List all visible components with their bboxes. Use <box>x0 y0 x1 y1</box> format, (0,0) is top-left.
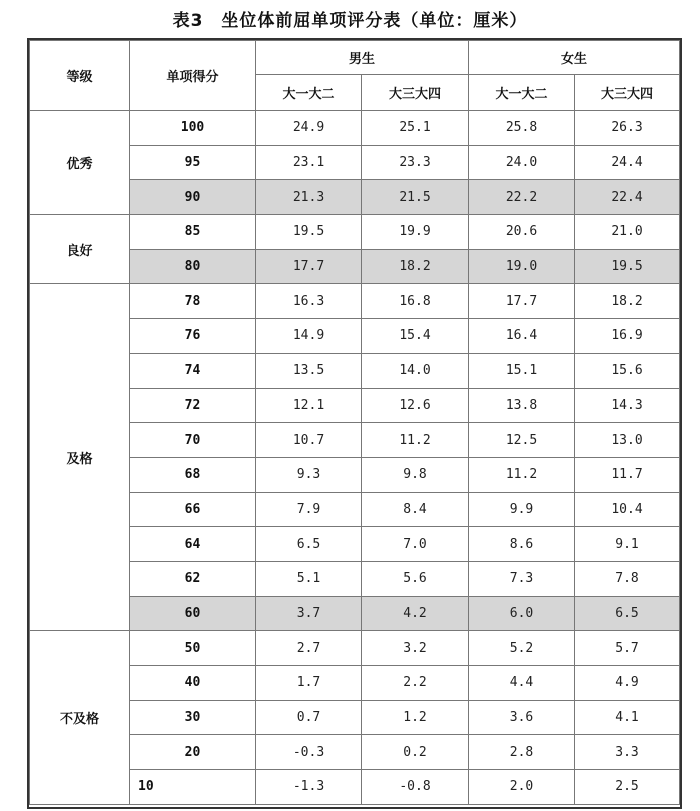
header-male: 男生 <box>256 41 469 75</box>
value-cell: 3.2 <box>362 631 469 666</box>
score-cell: 10 <box>130 770 256 805</box>
score-cell: 85 <box>130 215 256 250</box>
value-cell: 12.1 <box>256 388 362 423</box>
value-cell: 23.3 <box>362 145 469 180</box>
value-cell: 14.3 <box>575 388 680 423</box>
value-cell: 13.0 <box>575 423 680 458</box>
grade-label: 不及格 <box>30 631 130 804</box>
value-cell: 24.9 <box>256 111 362 146</box>
value-cell: 13.8 <box>469 388 575 423</box>
value-cell: 5.7 <box>575 631 680 666</box>
value-cell: 18.2 <box>575 284 680 319</box>
value-cell: 2.7 <box>256 631 362 666</box>
score-cell: 50 <box>130 631 256 666</box>
value-cell: 5.1 <box>256 561 362 596</box>
header-score: 单项得分 <box>130 41 256 111</box>
value-cell: 8.4 <box>362 492 469 527</box>
value-cell: -0.3 <box>256 735 362 770</box>
value-cell: 5.6 <box>362 561 469 596</box>
score-cell: 70 <box>130 423 256 458</box>
value-cell: 24.4 <box>575 145 680 180</box>
value-cell: 6.0 <box>469 596 575 631</box>
value-cell: 7.8 <box>575 561 680 596</box>
value-cell: 16.4 <box>469 319 575 354</box>
value-cell: 25.8 <box>469 111 575 146</box>
value-cell: 20.6 <box>469 215 575 250</box>
value-cell: 25.1 <box>362 111 469 146</box>
value-cell: 24.0 <box>469 145 575 180</box>
value-cell: 15.4 <box>362 319 469 354</box>
table-title: 表3 坐位体前屈单项评分表（单位：厘米） <box>172 11 528 31</box>
header-grade: 等级 <box>30 41 130 111</box>
value-cell: 4.9 <box>575 666 680 701</box>
header-female: 女生 <box>469 41 680 75</box>
score-cell: 20 <box>130 735 256 770</box>
value-cell: 9.1 <box>575 527 680 562</box>
value-cell: 8.6 <box>469 527 575 562</box>
score-cell: 74 <box>130 353 256 388</box>
value-cell: 16.8 <box>362 284 469 319</box>
value-cell: 26.3 <box>575 111 680 146</box>
value-cell: 22.4 <box>575 180 680 215</box>
value-cell: 21.3 <box>256 180 362 215</box>
value-cell: 14.9 <box>256 319 362 354</box>
value-cell: 3.7 <box>256 596 362 631</box>
value-cell: 11.2 <box>469 457 575 492</box>
value-cell: -0.8 <box>362 770 469 805</box>
value-cell: -1.3 <box>256 770 362 805</box>
value-cell: 19.0 <box>469 249 575 284</box>
value-cell: 19.9 <box>362 215 469 250</box>
score-cell: 40 <box>130 666 256 701</box>
score-table <box>29 40 680 805</box>
value-cell: 22.2 <box>469 180 575 215</box>
score-cell: 66 <box>130 492 256 527</box>
value-cell: 16.3 <box>256 284 362 319</box>
header-male-year12: 大一大二 <box>256 75 362 111</box>
score-cell: 100 <box>130 111 256 146</box>
score-cell: 30 <box>130 700 256 735</box>
value-cell: 4.4 <box>469 666 575 701</box>
value-cell: 10.4 <box>575 492 680 527</box>
value-cell: 0.2 <box>362 735 469 770</box>
value-cell: 6.5 <box>575 596 680 631</box>
header-row-1 <box>30 41 680 75</box>
score-cell: 76 <box>130 319 256 354</box>
score-cell: 90 <box>130 180 256 215</box>
value-cell: 21.5 <box>362 180 469 215</box>
score-cell: 72 <box>130 388 256 423</box>
value-cell: 14.0 <box>362 353 469 388</box>
value-cell: 1.2 <box>362 700 469 735</box>
value-cell: 15.6 <box>575 353 680 388</box>
value-cell: 9.3 <box>256 457 362 492</box>
table-row <box>30 111 680 146</box>
table-row <box>30 215 680 250</box>
value-cell: 2.0 <box>469 770 575 805</box>
value-cell: 4.1 <box>575 700 680 735</box>
score-cell: 68 <box>130 457 256 492</box>
value-cell: 15.1 <box>469 353 575 388</box>
value-cell: 23.1 <box>256 145 362 180</box>
value-cell: 2.8 <box>469 735 575 770</box>
value-cell: 1.7 <box>256 666 362 701</box>
value-cell: 7.9 <box>256 492 362 527</box>
value-cell: 17.7 <box>469 284 575 319</box>
value-cell: 5.2 <box>469 631 575 666</box>
header-male-year34: 大三大四 <box>362 75 469 111</box>
value-cell: 19.5 <box>575 249 680 284</box>
value-cell: 4.2 <box>362 596 469 631</box>
value-cell: 17.7 <box>256 249 362 284</box>
header-female-year12: 大一大二 <box>469 75 575 111</box>
value-cell: 3.3 <box>575 735 680 770</box>
score-cell: 64 <box>130 527 256 562</box>
value-cell: 21.0 <box>575 215 680 250</box>
value-cell: 9.9 <box>469 492 575 527</box>
header-female-year34: 大三大四 <box>575 75 680 111</box>
score-cell: 60 <box>130 596 256 631</box>
value-cell: 19.5 <box>256 215 362 250</box>
score-cell: 95 <box>130 145 256 180</box>
value-cell: 11.2 <box>362 423 469 458</box>
table-row <box>30 284 680 319</box>
score-table-body <box>30 41 680 805</box>
value-cell: 0.7 <box>256 700 362 735</box>
value-cell: 18.2 <box>362 249 469 284</box>
grade-label: 及格 <box>30 284 130 631</box>
value-cell: 2.2 <box>362 666 469 701</box>
value-cell: 7.3 <box>469 561 575 596</box>
value-cell: 3.6 <box>469 700 575 735</box>
score-cell: 78 <box>130 284 256 319</box>
value-cell: 9.8 <box>362 457 469 492</box>
grade-label: 优秀 <box>30 111 130 215</box>
value-cell: 6.5 <box>256 527 362 562</box>
value-cell: 12.6 <box>362 388 469 423</box>
value-cell: 13.5 <box>256 353 362 388</box>
value-cell: 7.0 <box>362 527 469 562</box>
table-row <box>30 631 680 666</box>
score-cell: 80 <box>130 249 256 284</box>
value-cell: 10.7 <box>256 423 362 458</box>
grade-label: 良好 <box>30 215 130 284</box>
value-cell: 16.9 <box>575 319 680 354</box>
value-cell: 12.5 <box>469 423 575 458</box>
value-cell: 11.7 <box>575 457 680 492</box>
value-cell: 2.5 <box>575 770 680 805</box>
score-cell: 62 <box>130 561 256 596</box>
